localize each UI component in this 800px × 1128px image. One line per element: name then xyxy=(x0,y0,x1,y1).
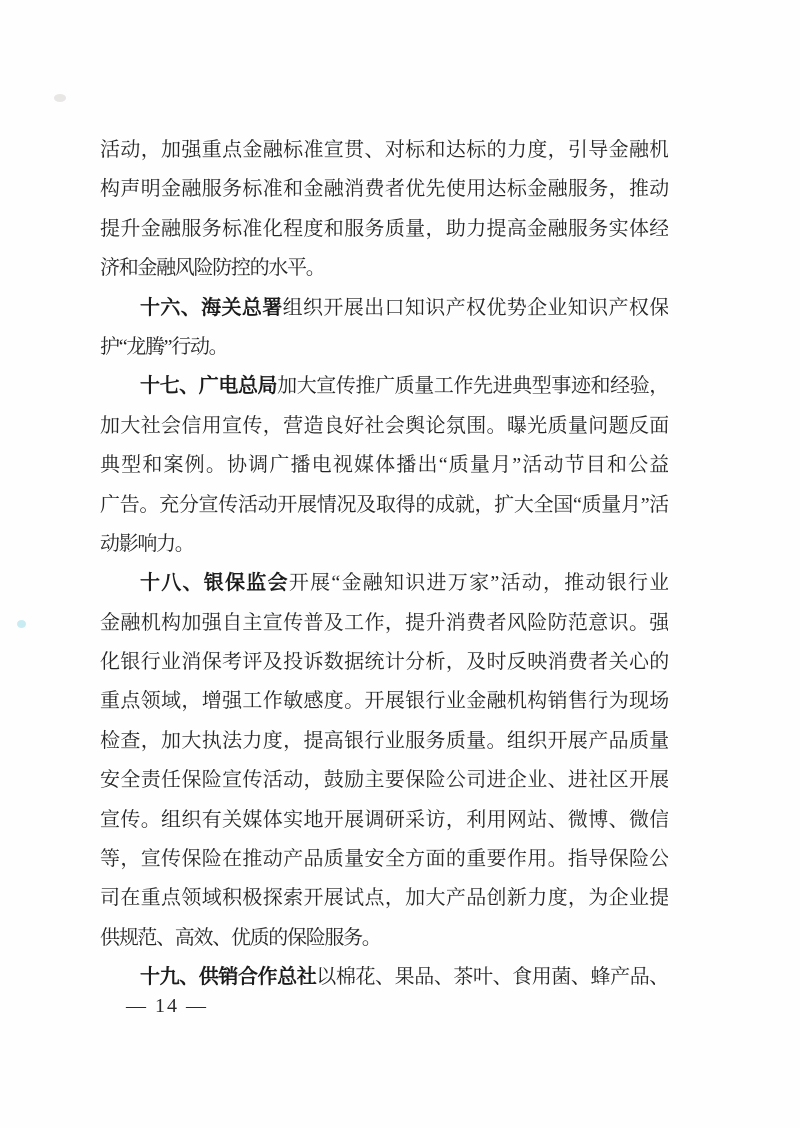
body-text: 组织开展出口知识产权优势企业知识产权保 xyxy=(282,296,668,319)
text-line xyxy=(100,643,668,682)
scan-smudge-top xyxy=(54,94,66,102)
text-line xyxy=(100,328,668,367)
text-line xyxy=(100,722,668,761)
body-text: 加大宣传推广质量工作先进典型事迹和经验， xyxy=(277,375,668,398)
text-line xyxy=(100,249,668,288)
body-text: 广告。充分宣传活动开展情况及取得的成就，扩大全国“质量月”活 xyxy=(100,493,668,516)
scan-smudge-left xyxy=(17,620,26,628)
text-line xyxy=(100,958,668,997)
body-text: 提升金融服务标准化程度和服务质量，助力提高金融服务实体经 xyxy=(100,217,668,240)
text-line xyxy=(100,525,668,564)
text-line xyxy=(100,801,668,840)
text-line xyxy=(100,486,668,525)
page-number: — 14 — xyxy=(126,995,208,1017)
body-text: 加大社会信用宣传，营造良好社会舆论氛围。曝光质量问题反面 xyxy=(100,414,668,437)
body-text: 济和金融风险防控的水平。 xyxy=(100,257,325,280)
text-line xyxy=(100,407,668,446)
text-line xyxy=(100,289,668,328)
text-line xyxy=(100,604,668,643)
body-text: 动影响力。 xyxy=(100,532,194,555)
text-line xyxy=(100,367,668,406)
text-line xyxy=(100,761,668,800)
text-line xyxy=(100,446,668,485)
body-text: 开展“金融知识进万家”活动，推动银行业 xyxy=(288,572,668,595)
body-text: 等，宣传保险在推动产品质量安全方面的重要作用。指导保险公 xyxy=(100,848,668,871)
body-text: 典型和案例。协调广播电视媒体播出“质量月”活动节目和公益 xyxy=(100,454,668,477)
body-text: 供规范、高效、优质的保险服务。 xyxy=(100,926,381,949)
body-text: 构声明金融服务标准和金融消费者优先使用达标金融服务，推动 xyxy=(100,178,668,201)
body-text: 化银行业消保考评及投诉数据统计分析，及时反映消费者关心的 xyxy=(100,651,668,674)
body-text: 宣传。组织有关媒体实地开展调研采访，利用网站、微博、微信 xyxy=(100,808,668,831)
text-line xyxy=(100,840,668,879)
document-body xyxy=(100,131,668,998)
body-text: 活动，加强重点金融标准宣贯、对标和达标的力度，引导金融机 xyxy=(100,139,668,161)
section-heading-text: 十七、广电总局 xyxy=(140,375,278,398)
text-line xyxy=(100,564,668,603)
body-text: 司在重点领域积极探索开展试点，加大产品创新力度，为企业提 xyxy=(100,887,668,910)
body-text: 以棉花、果品、茶叶、食用菌、蜂产品、 xyxy=(316,966,668,989)
text-line xyxy=(100,919,668,958)
section-heading-text: 十九、供销合作总社 xyxy=(140,966,317,989)
text-line xyxy=(100,682,668,721)
section-heading-text: 十六、海关总署 xyxy=(140,296,283,319)
body-text: 护“龙腾”行动。 xyxy=(100,335,228,358)
text-line xyxy=(100,210,668,249)
body-text: 金融机构加强自主宣传普及工作，提升消费者风险防范意识。强 xyxy=(100,611,668,634)
text-line xyxy=(100,170,668,209)
text-line xyxy=(100,879,668,918)
body-text: 检查，加大执法力度，提高银行业服务质量。组织开展产品质量 xyxy=(100,729,668,752)
section-heading-text: 十八、银保监会 xyxy=(140,572,289,595)
body-text: 重点领域，增强工作敏感度。开展银行业金融机构销售行为现场 xyxy=(100,690,668,713)
text-line xyxy=(100,131,668,170)
body-text: 安全责任保险宣传活动，鼓励主要保险公司进企业、进社区开展 xyxy=(100,769,668,792)
